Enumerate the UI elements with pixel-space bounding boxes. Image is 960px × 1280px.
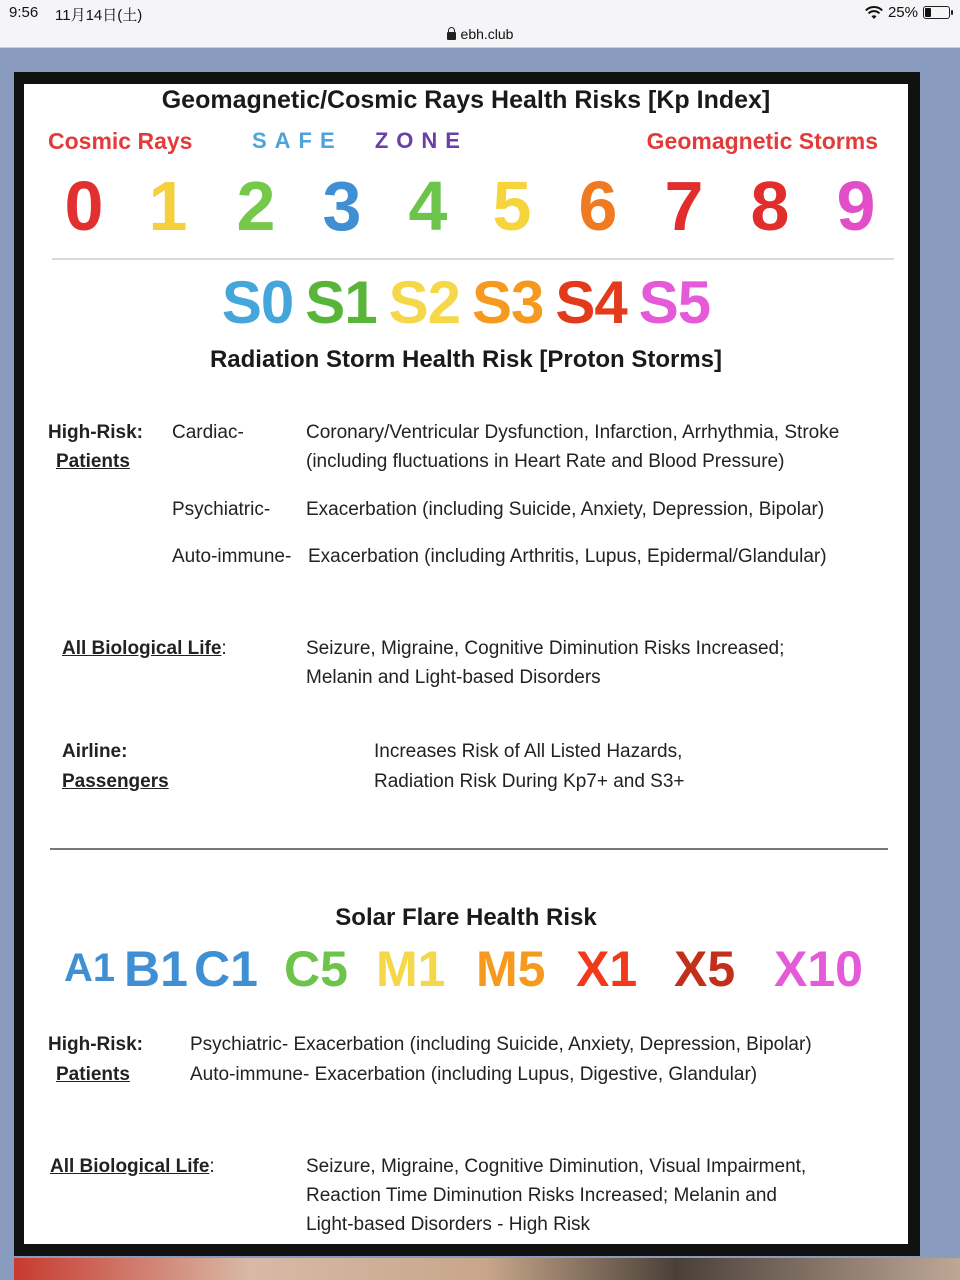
- kp-value-0: 0: [64, 167, 104, 245]
- s-scale-s2: S2: [388, 269, 460, 336]
- flare-class-m1: M1: [376, 941, 446, 997]
- kp-value-9: 9: [836, 167, 876, 245]
- s-scale-s4: S4: [555, 269, 627, 336]
- poster-title: Geomagnetic/Cosmic Rays Health Risks [Kp Index]: [161, 86, 771, 114]
- status-right: [865, 4, 950, 21]
- safe-word: SAFE: [252, 128, 343, 153]
- battery-fill: [925, 8, 931, 17]
- solar-patients-label: Patients: [56, 1064, 130, 1085]
- psychiatric-text: Exacerbation (including Suicide, Anxiety, Depression, Bipolar): [306, 499, 825, 520]
- kp-value-8: 8: [750, 167, 790, 245]
- solar-bio-line-2: Reaction Time Diminution Risks Increased; Melanin and: [306, 1185, 777, 1206]
- divider-top: [52, 258, 894, 260]
- address-bar[interactable]: [0, 26, 960, 48]
- flare-class-x10: X10: [774, 941, 863, 997]
- cosmic-rays-label: Cosmic Rays: [48, 128, 193, 154]
- patients-label: Patients: [56, 451, 130, 472]
- battery-percent: 25%: [887, 4, 918, 21]
- solar-psychiatric-line: Psychiatric- Exacerbation (including Suicide, Anxiety, Depression, Bipolar): [190, 1034, 812, 1055]
- status-date: 11月14日(土): [55, 7, 143, 24]
- airline-line-1: Increases Risk of All Listed Hazards,: [374, 741, 683, 762]
- solar-bio-line-1: Seizure, Migraine, Cognitive Diminution, Visual Impairment,: [306, 1156, 807, 1177]
- geomagnetic-storms-label: Geomagnetic Storms: [646, 128, 878, 154]
- solar-flare-heading: Solar Flare Health Risk: [335, 904, 597, 931]
- kp-value-1: 1: [148, 167, 188, 245]
- solar-all-bio-colon: :: [209, 1156, 215, 1177]
- battery-icon: [923, 6, 950, 19]
- kp-value-7: 7: [664, 167, 704, 245]
- all-bio-label-text: All Biological Life: [62, 638, 222, 659]
- s-scale-s0: S0: [221, 269, 294, 336]
- flare-class-x5: X5: [674, 941, 736, 997]
- all-biological-life-label: [62, 634, 227, 663]
- cardiac-line-1: Coronary/Ventricular Dysfunction, Infarction, Arrhythmia, Stroke: [306, 422, 840, 443]
- kp-index-scale: [50, 166, 890, 246]
- s-scale: [24, 268, 908, 337]
- kp-value-5: 5: [492, 167, 532, 245]
- s-scale-s5: S5: [638, 269, 711, 336]
- cardiac-line-2: (including fluctuations in Heart Rate and Blood Pressure): [306, 451, 785, 472]
- flare-class-a1: A1: [64, 946, 116, 990]
- all-bio-colon: :: [221, 638, 227, 659]
- all-bio-line-1: Seizure, Migraine, Cognitive Diminution Risks Increased;: [306, 638, 785, 659]
- solar-auto-immune-line: Auto-immune- Exacerbation (including Lupus, Digestive, Glandular): [190, 1064, 758, 1085]
- s-scale-s3: S3: [472, 269, 544, 336]
- lock-icon: [447, 32, 456, 40]
- s-scale-s1: S1: [305, 269, 377, 336]
- kp-value-4: 4: [408, 167, 448, 245]
- auto-immune-text: Exacerbation (including Arthritis, Lupus, Epidermal/Glandular): [308, 546, 827, 567]
- flare-class-c1: C1: [194, 941, 258, 997]
- solar-all-bio-label-text: All Biological Life: [50, 1156, 210, 1177]
- next-image-preview[interactable]: [14, 1258, 960, 1280]
- solar-high-risk-label: High-Risk:: [48, 1034, 143, 1055]
- cardiac-label: Cardiac-: [172, 422, 244, 443]
- status-bar: [0, 0, 960, 26]
- solar-bio-line-3: Light-based Disorders - High Risk: [306, 1214, 591, 1235]
- flare-class-x1: X1: [576, 941, 638, 997]
- status-time: 9:56: [9, 4, 39, 21]
- high-risk-label: High-Risk:: [48, 422, 143, 443]
- passengers-label: Passengers: [62, 771, 169, 792]
- zone-word: ZONE: [374, 128, 468, 153]
- kp-value-2: 2: [236, 167, 276, 245]
- url-text[interactable]: ebh.club: [460, 26, 514, 42]
- divider-middle: [50, 848, 888, 850]
- auto-immune-label: Auto-immune-: [172, 546, 292, 567]
- radiation-storm-heading: Radiation Storm Health Risk [Proton Storms]: [209, 346, 723, 373]
- flare-class-b1: B1: [124, 941, 188, 997]
- all-bio-line-2: Melanin and Light-based Disorders: [306, 667, 601, 688]
- flare-class-c5: C5: [284, 941, 348, 997]
- kp-value-6: 6: [578, 167, 618, 245]
- kp-value-3: 3: [322, 167, 362, 245]
- psychiatric-label: Psychiatric-: [172, 499, 271, 520]
- flare-class-m5: M5: [476, 941, 546, 997]
- safe-zone-label: [252, 128, 468, 154]
- poster-image: [24, 84, 908, 1244]
- airline-label: Airline:: [62, 741, 128, 762]
- wifi-icon: [865, 6, 883, 20]
- airline-line-2: Radiation Risk During Kp7+ and S3+: [374, 771, 685, 792]
- solar-all-biological-life-label: [50, 1152, 215, 1181]
